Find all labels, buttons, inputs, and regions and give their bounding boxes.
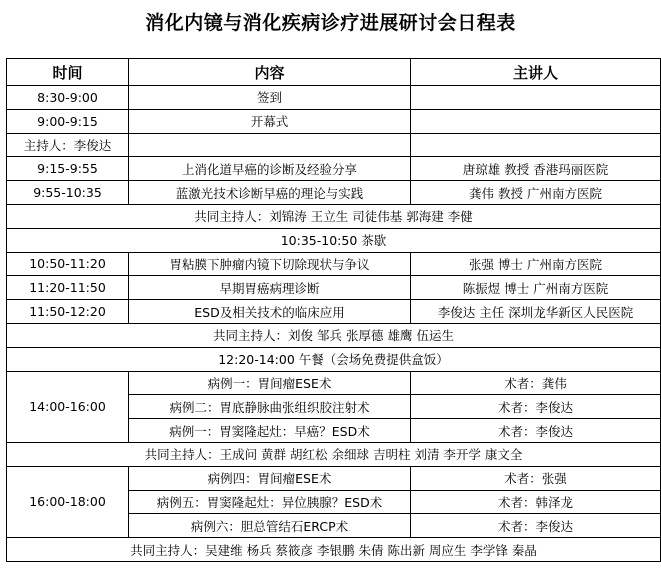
speaker-cell: 陈振煜 博士 广州南方医院 [411,276,661,300]
table-row [7,86,661,110]
time-cell: 10:50-11:20 [7,252,129,276]
chair-row [7,133,661,157]
operator-cell: 术者：韩泽龙 [411,490,661,514]
time-cell: 11:50-12:20 [7,300,129,324]
speaker-cell [411,86,661,110]
content-cell: 早期胃癌病理诊断 [129,276,411,300]
chair-row [7,204,661,228]
time-cell: 8:30-9:00 [7,86,129,110]
operator-cell: 术者：李俊达 [411,395,661,419]
speaker-cell: 唐琼雄 教授 香港玛丽医院 [411,157,661,181]
table-row [7,252,661,276]
header-row [7,59,661,86]
case-cell: 病例一：胃间瘤ESE术 [129,371,411,395]
table-row [7,300,661,324]
schedule-table [6,58,661,562]
header-speaker: 主讲人 [411,59,661,86]
time-cell: 9:15-9:55 [7,157,129,181]
operator-cell: 术者：张强 [411,466,661,490]
time-cell: 9:00-9:15 [7,109,129,133]
header-time: 时间 [7,59,129,86]
speaker-cell: 龚伟 教授 广州南方医院 [411,181,661,205]
case-cell: 病例五：胃窦隆起灶：异位胰腺？ESD术 [129,490,411,514]
content-cell: 蓝激光技术诊断早癌的理论与实践 [129,181,411,205]
chair-cell: 主持人：李俊达 [7,133,129,157]
table-row [7,157,661,181]
table-row [7,371,661,395]
chair-row [7,442,661,466]
lunch-cell: 12:20-14:00 午餐（会场免费提供盒饭） [7,347,661,371]
content-cell: 签到 [129,86,411,110]
table-row [7,109,661,133]
speaker-cell: 张强 博士 广州南方医院 [411,252,661,276]
case-cell: 病例一：胃窦隆起灶：早癌？ESD术 [129,419,411,443]
operator-cell: 术者：李俊达 [411,514,661,538]
content-cell: ESD及相关技术的临床应用 [129,300,411,324]
break-row [7,228,661,252]
co-chair-cell: 共同主持人：吴建维 杨兵 蔡筱彦 李银鹏 朱倩 陈出新 周应生 李学锋 秦晶 [7,538,661,562]
table-row [7,181,661,205]
tea-break-cell: 10:35-10:50 茶歇 [7,228,661,252]
empty-cell [411,133,661,157]
co-chair-cell: 共同主持人：刘锦涛 王立生 司徒伟基 郭海建 李健 [7,204,661,228]
empty-cell [129,133,411,157]
time-cell: 9:55-10:35 [7,181,129,205]
co-chair-cell: 共同主持人：刘俊 邹兵 张厚德 雄鹰 伍运生 [7,323,661,347]
content-cell: 胃粘膜下肿瘤内镜下切除现状与争议 [129,252,411,276]
content-cell: 开幕式 [129,109,411,133]
table-row [7,276,661,300]
speaker-cell [411,109,661,133]
speaker-cell: 李俊达 主任 深圳龙华新区人民医院 [411,300,661,324]
chair-row [7,538,661,562]
time-cell: 14:00-16:00 [7,371,129,442]
case-cell: 病例六：胆总管结石ERCP术 [129,514,411,538]
table-row [7,466,661,490]
case-cell: 病例二：胃底静脉曲张组织胶注射术 [129,395,411,419]
operator-cell: 术者：龚伟 [411,371,661,395]
header-content: 内容 [129,59,411,86]
chair-row [7,323,661,347]
operator-cell: 术者：李俊达 [411,419,661,443]
break-row [7,347,661,371]
page-title: 消化内镜与消化疾病诊疗进展研讨会日程表 [145,12,516,34]
case-cell: 病例四：胃间瘤ESE术 [129,466,411,490]
time-cell: 11:20-11:50 [7,276,129,300]
co-chair-cell: 共同主持人：王成问 黄群 胡红松 余细球 吉明柱 刘清 李开学 康文全 [7,442,661,466]
time-cell: 16:00-18:00 [7,466,129,537]
content-cell: 上消化道早癌的诊断及经验分享 [129,157,411,181]
